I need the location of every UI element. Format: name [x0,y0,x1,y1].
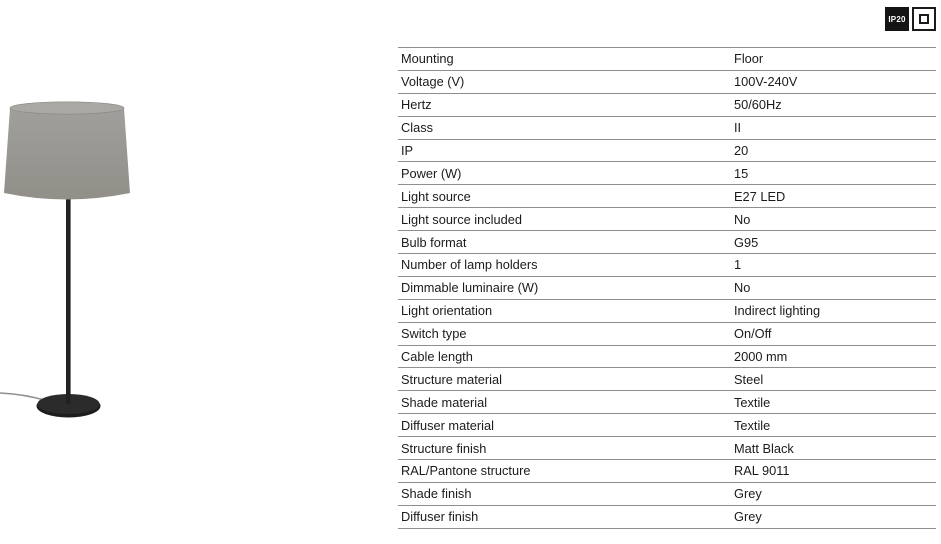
spec-label: Voltage (V) [401,74,465,90]
spec-label: Cable length [401,349,473,365]
spec-label: Light source included [401,211,522,227]
spec-row [398,391,936,414]
spec-table [398,47,936,529]
spec-row [398,93,936,116]
spec-row [398,70,936,93]
spec-label: Dimmable luminaire (W) [401,280,539,296]
spec-row [398,162,936,185]
spec-label: Number of lamp holders [401,257,538,273]
spec-label: Hertz [401,97,432,113]
spec-label: Diffuser finish [401,509,479,525]
spec-value: On/Off [734,326,772,342]
spec-row [398,231,936,254]
spec-label: Power (W) [401,165,462,181]
spec-row [398,116,936,139]
spec-row [398,345,936,368]
spec-row [398,505,936,528]
spec-row [398,482,936,505]
spec-label: Bulb format [401,234,467,250]
spec-value: 2000 mm [734,349,788,365]
spec-value: Steel [734,371,764,387]
ip20-rating-badge: IP20 [885,7,909,31]
spec-value: G95 [734,234,759,250]
lamp-stem [66,190,71,404]
class-ii-inner-square [919,14,929,24]
spec-label: Structure material [401,371,502,387]
spec-label: Shade finish [401,486,472,502]
spec-row [398,48,936,71]
spec-value: 20 [734,143,749,158]
spec-value: 100V-240V [734,74,798,90]
spec-value: Grey [734,509,762,525]
spec-row [398,437,936,460]
spec-label: Diffuser material [401,417,494,433]
spec-row [398,276,936,299]
spec-label: Structure finish [401,440,487,456]
product-photo-floor-lamp [0,90,200,430]
lamp-shade-top [10,102,124,114]
spec-value: No [734,280,751,296]
certification-badges [885,7,936,31]
spec-value: Floor [734,51,764,67]
spec-label: Shade material [401,394,488,410]
spec-label: Light source [401,188,471,204]
spec-row [398,368,936,391]
spec-value: RAL 9011 [734,463,790,479]
spec-label: Switch type [401,326,467,342]
spec-label: RAL/Pantone structure [401,463,531,479]
spec-row [398,299,936,322]
spec-value: No [734,211,751,227]
spec-row [398,460,936,483]
spec-row [398,254,936,277]
spec-row [398,322,936,345]
spec-label: Mounting [401,51,454,67]
spec-value: E27 LED [734,188,786,204]
spec-value: Textile [734,394,771,410]
spec-row [398,414,936,437]
spec-value: 1 [734,257,742,273]
spec-row [398,208,936,231]
spec-value: Matt Black [734,440,794,456]
spec-table-body [398,48,936,529]
spec-row [398,185,936,208]
class-ii-double-insulation-icon [912,7,936,31]
spec-value: 50/60Hz [734,97,782,113]
spec-value: Textile [734,417,771,433]
spec-label: Class [401,120,433,136]
spec-value: 15 [734,165,749,181]
spec-value: II [734,120,742,136]
spec-label: IP [401,143,414,158]
spec-label: Light orientation [401,303,493,319]
spec-value: Indirect lighting [734,303,821,319]
spec-value: Grey [734,486,762,502]
lamp-shade [4,108,130,200]
spec-row [398,139,936,162]
